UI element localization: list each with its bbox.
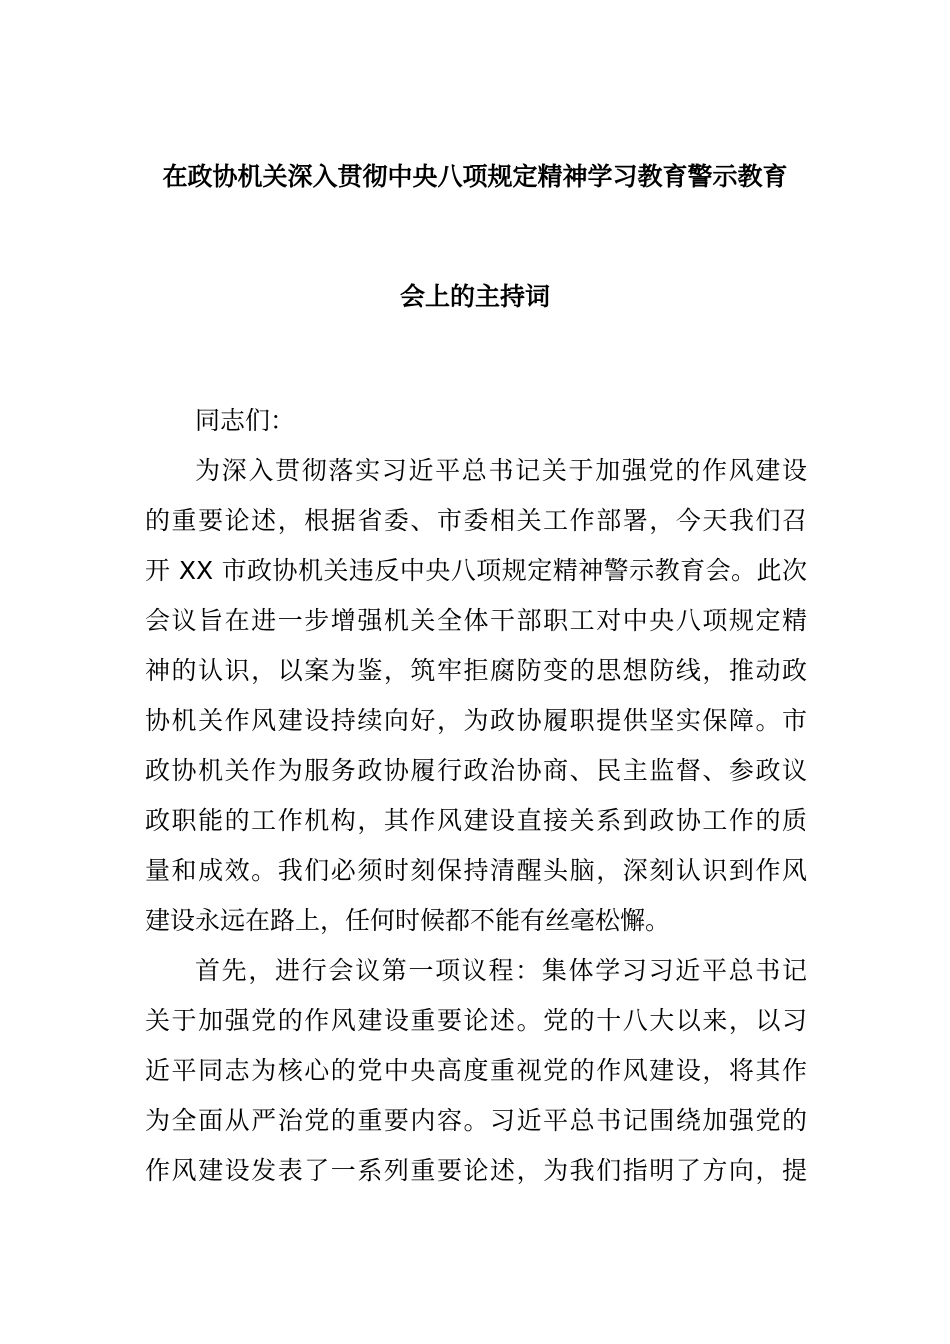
paragraph-1-line: 会议旨在进一步增强机关全体干部职工对中央八项规定精 <box>145 606 807 635</box>
paragraph-1-line: 政协机关作为服务政协履行政治协商、民主监督、参政议 <box>145 756 807 785</box>
document-title-line-2: 会上的主持词 <box>399 282 550 311</box>
paragraph-1-line: 神的认识，以案为鉴，筑牢拒腐防变的思想防线，推动政 <box>145 656 807 685</box>
paragraph-1-line: 的重要论述，根据省委、市委相关工作部署，今天我们召 <box>145 506 807 535</box>
paragraph-1-line: 为深入贯彻落实习近平总书记关于加强党的作风建设 <box>195 456 807 485</box>
paragraph-1-line: 量和成效。我们必须时刻保持清醒头脑，深刻认识到作风 <box>145 856 807 885</box>
paragraph-2-line: 为全面从严治党的重要内容。习近平总书记围绕加强党的 <box>145 1106 807 1135</box>
paragraph-1-line: 协机关作风建设持续向好，为政协履职提供坚实保障。市 <box>145 706 807 735</box>
paragraph-1-line: 政职能的工作机构，其作风建设直接关系到政协工作的质 <box>145 806 807 835</box>
paragraph-1-line: 开 XX 市政协机关违反中央八项规定精神警示教育会。此次 <box>145 556 807 585</box>
paragraph-1-line: 建设永远在路上，任何时候都不能有丝毫松懈。 <box>145 906 671 935</box>
paragraph-2-line: 近平同志为核心的党中央高度重视党的作风建设，将其作 <box>145 1056 807 1085</box>
document-title-line-1: 在政协机关深入贯彻中央八项规定精神学习教育警示教育 <box>162 162 788 191</box>
paragraph-2-line: 首先，进行会议第一项议程：集体学习习近平总书记 <box>195 956 807 985</box>
salutation: 同志们： <box>195 406 296 435</box>
paragraph-2-line: 关于加强党的作风建设重要论述。党的十八大以来，以习 <box>145 1006 807 1035</box>
paragraph-2-line: 作风建设发表了一系列重要论述，为我们指明了方向，提 <box>145 1156 807 1185</box>
